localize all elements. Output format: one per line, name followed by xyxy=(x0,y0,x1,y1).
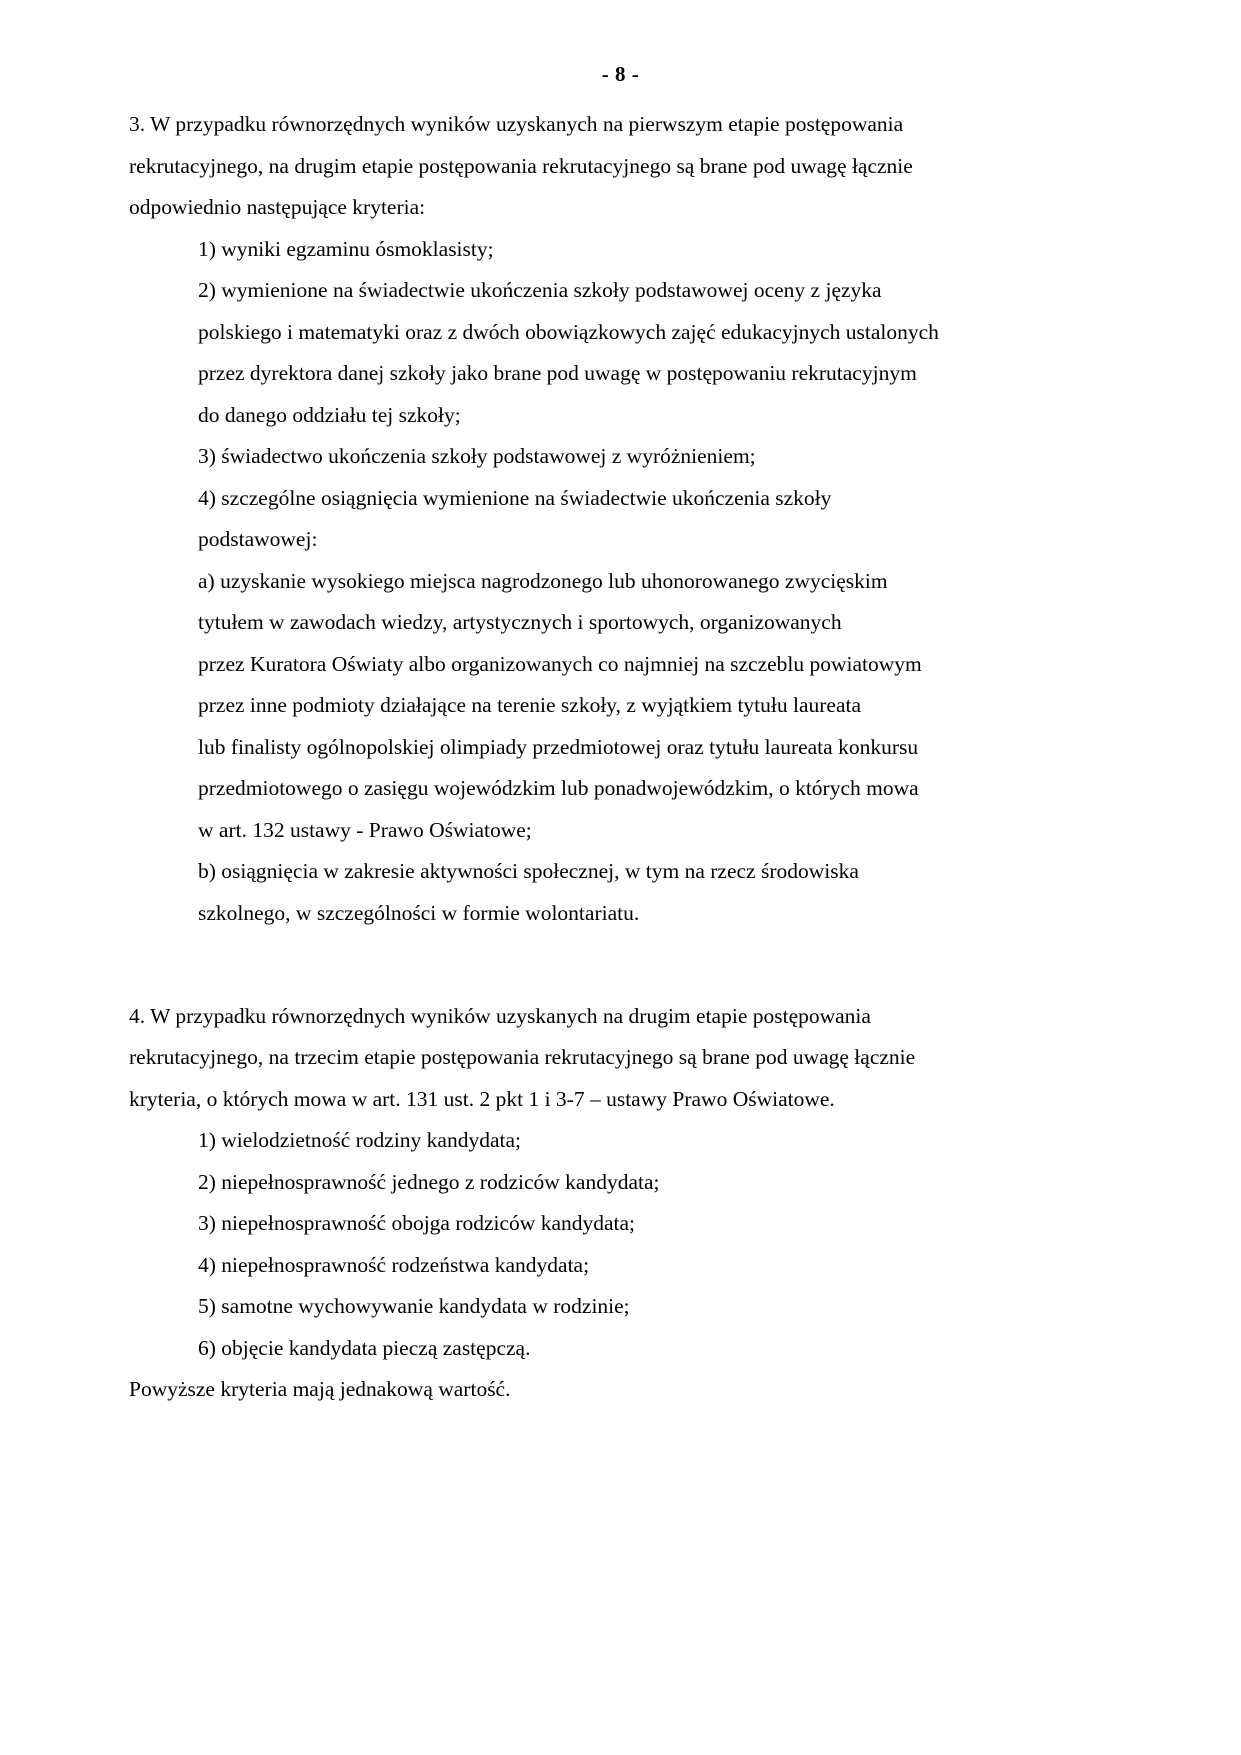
list-item-2-line-1: 2) wymienione na świadectwie ukończenia szkoły podstawowej oceny z języka xyxy=(198,278,882,302)
paragraph-spacer xyxy=(129,934,986,976)
paragraph-3-line-2: rekrutacyjnego, na drugim etapie postępowania rekrutacyjnego są brane pod uwagę łącznie xyxy=(129,153,913,178)
paragraph-4-list-item-5: 5) samotne wychowywanie kandydata w rodzinie; xyxy=(198,1294,630,1318)
list-item-2-line-3: przez dyrektora danej szkoły jako brane pod uwagę w postępowaniu rekrutacyjnym xyxy=(198,361,917,385)
paragraph-4-list-item-2: 2) niepełnosprawność jednego z rodziców kandydata; xyxy=(198,1169,660,1194)
list-item-4-line-2: podstawowej: xyxy=(198,527,318,551)
paragraph-4-list-item-6: 6) objęcie kandydata pieczą zastępczą. xyxy=(198,1335,531,1360)
list-item-4a-line-1: a) uzyskanie wysokiego miejsca nagrodzonego lub uhonorowanego zwycięskim xyxy=(198,568,888,593)
page-number: - 8 - xyxy=(601,62,640,86)
list-item-4b-line-2: szkolnego, w szczególności w formie wolontariatu. xyxy=(198,900,640,925)
paragraph-4-line-2: rekrutacyjnego, na trzecim etapie postępowania rekrutacyjnego są brane pod uwagę łącznie xyxy=(129,1045,916,1069)
list-item-2-line-4: do danego oddziału tej szkoły; xyxy=(198,402,461,427)
list-item-3: 3) świadectwo ukończenia szkoły podstawowej z wyróżnieniem; xyxy=(198,444,756,468)
paragraph-4-list-item-3: 3) niepełnosprawność obojga rodziców kandydata; xyxy=(198,1211,636,1235)
paragraph-spacer-small xyxy=(129,976,986,996)
paragraph-4-list-item-4: 4) niepełnosprawność rodzeństwa kandydata; xyxy=(198,1252,590,1277)
list-item-4a-line-3: przez Kuratora Oświaty albo organizowanych co najmniej na szczeblu powiatowym xyxy=(198,651,922,676)
list-item-4a-line-7: w art. 132 ustawy - Prawo Oświatowe; xyxy=(198,817,532,842)
list-item-2-line-2: polskiego i matematyki oraz z dwóch obowiązkowych zajęć edukacyjnych ustalonych xyxy=(198,319,939,344)
paragraph-3-line-1: 3. W przypadku równorzędnych wyników uzyskanych na pierwszym etapie postępowania xyxy=(129,112,904,136)
list-item-4-line-1: 4) szczególne osiągnięcia wymienione na świadectwie ukończenia szkoły xyxy=(198,485,832,510)
list-item-4a-line-2: tytułem w zawodach wiedzy, artystycznych i sportowych, organizowanych xyxy=(198,610,842,634)
paragraph-4-line-1: 4. W przypadku równorzędnych wyników uzyskanych na drugim etapie postępowania xyxy=(129,1003,871,1028)
paragraph-4-list-item-1: 1) wielodzietność rodziny kandydata; xyxy=(198,1128,521,1152)
list-item-1: 1) wyniki egzaminu ósmoklasisty; xyxy=(198,236,494,261)
list-item-4b-line-1: b) osiągnięcia w zakresie aktywności społecznej, w tym na rzecz środowiska xyxy=(198,859,859,883)
list-item-4a-line-4: przez inne podmioty działające na terenie szkoły, z wyjątkiem tytułu laureata xyxy=(198,693,862,717)
document-body xyxy=(129,104,986,1411)
closing-statement: Powyższe kryteria mają jednakową wartość. xyxy=(129,1377,511,1401)
list-item-4a-line-5: lub finalisty ogólnopolskiej olimpiady przedmiotowej oraz tytułu laureata konkursu xyxy=(198,734,919,759)
paragraph-3-line-3: odpowiednio następujące kryteria: xyxy=(129,195,426,219)
paragraph-4-line-3: kryteria, o których mowa w art. 131 ust. 2 pkt 1 i 3-7 – ustawy Prawo Oświatowe. xyxy=(129,1086,835,1111)
list-item-4a-line-6: przedmiotowego o zasięgu wojewódzkim lub ponadwojewódzkim, o których mowa xyxy=(198,776,919,800)
